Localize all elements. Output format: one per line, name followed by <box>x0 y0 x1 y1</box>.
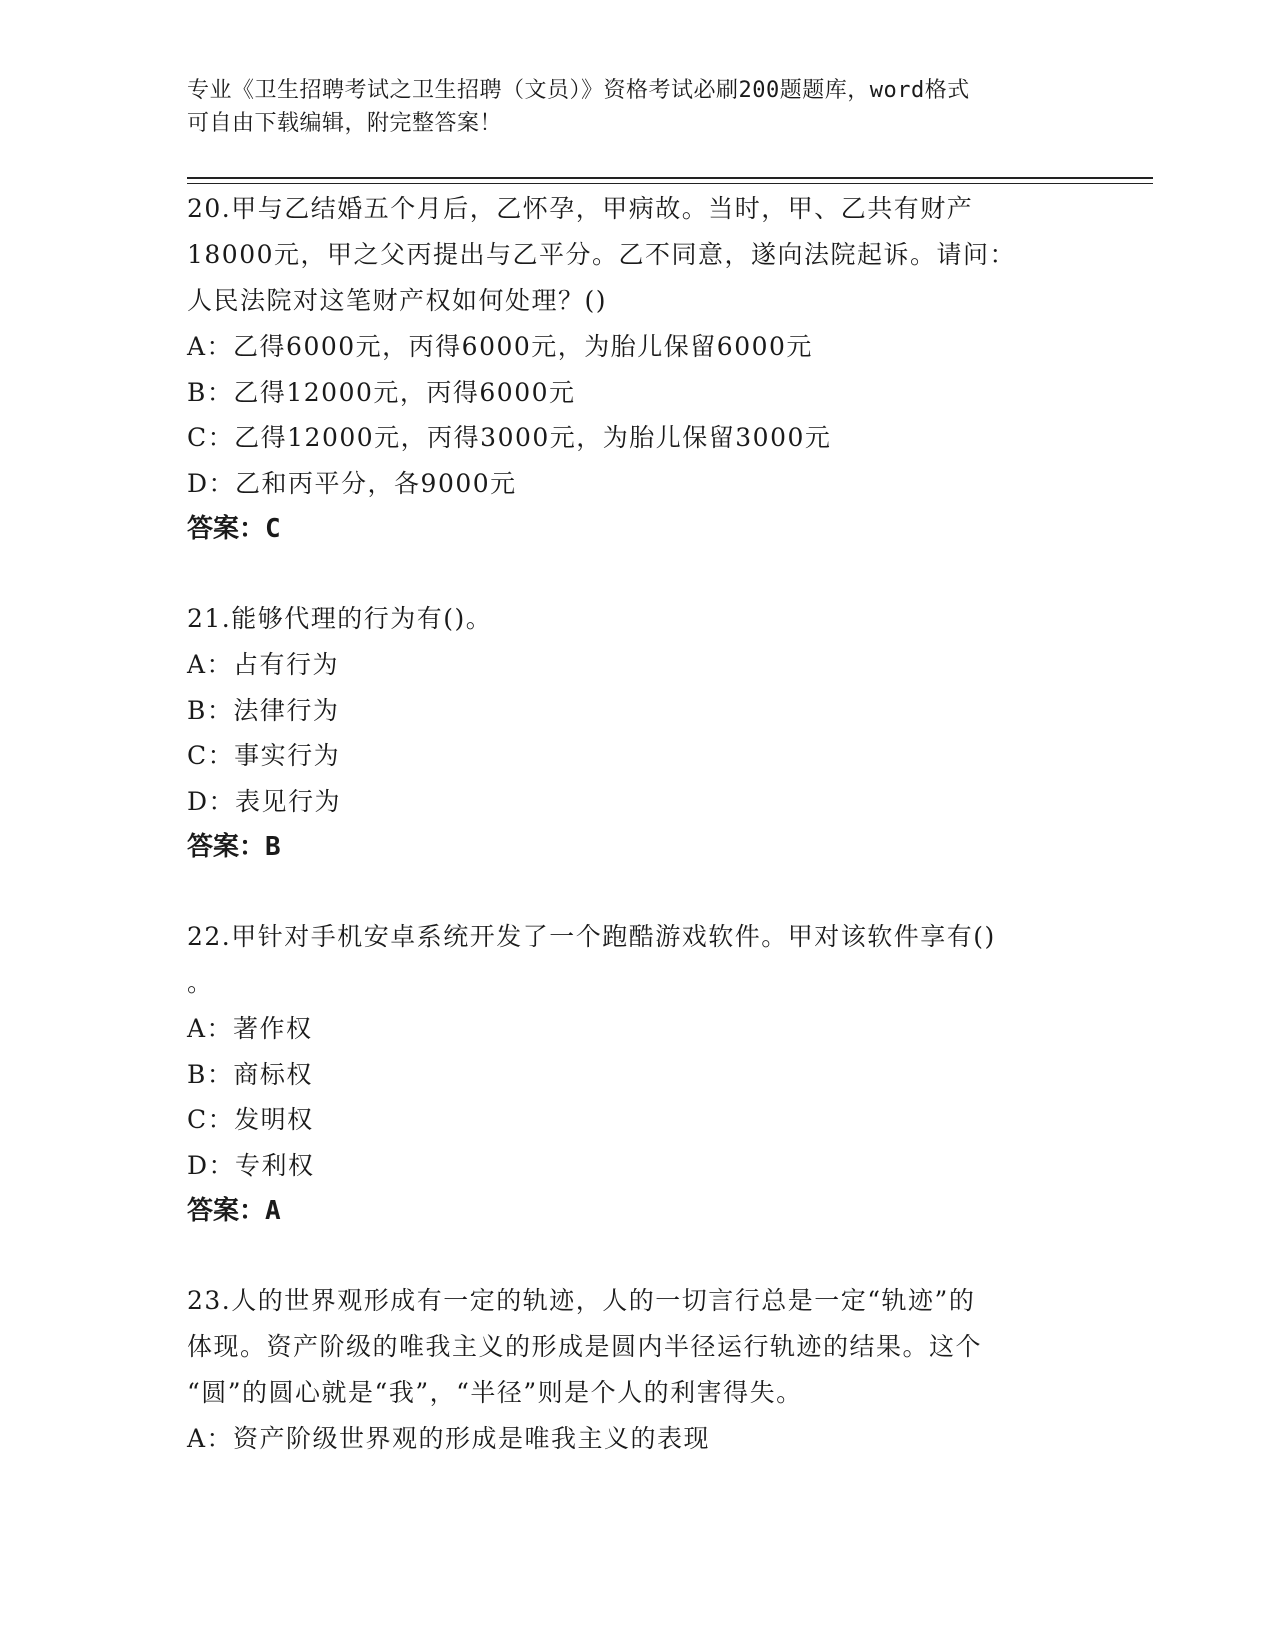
option-d: D：表见行为 <box>187 786 342 816</box>
option-d: D：乙和丙平分，各9000元 <box>187 468 517 498</box>
answer-label: 答案： <box>187 1196 266 1226</box>
question-stem-line: 18000元，甲之父丙提出与乙平分。乙不同意，遂向法院起诉。请问： <box>187 240 1017 269</box>
option-d: D：专利权 <box>187 1150 315 1180</box>
answer-value: A <box>265 1196 281 1226</box>
question-item <box>187 186 1067 552</box>
question-stem-line: 21.能够代理的行为有()。 <box>187 604 493 633</box>
option-b: B：法律行为 <box>187 695 340 725</box>
option-a: A：占有行为 <box>187 650 340 679</box>
header-line-2: 可自由下载编辑，附完整答案！ <box>187 111 503 136</box>
question-stem-line: 23.人的世界观形成有一定的轨迹，人的一切言行总是一定“轨迹”的 <box>187 1286 976 1315</box>
question-stem <box>187 914 1067 1006</box>
question-stem <box>187 596 1067 642</box>
question-item <box>187 914 1067 1234</box>
answer-label: 答案： <box>187 832 266 862</box>
question-stem-line: 。 <box>187 968 214 997</box>
option-b: B：商标权 <box>187 1059 313 1089</box>
header-line-1: 专业《卫生招聘考试之卫生招聘（文员）》资格考试必刷200题题库，word格式 <box>187 78 970 103</box>
question-stem-line: “圆”的圆心就是“我”，“半径”则是个人的利害得失。 <box>187 1378 803 1407</box>
question-stem-line: 22.甲针对手机安卓系统开发了一个跑酷游戏软件。甲对该软件享有() <box>187 922 996 951</box>
option-c: C：发明权 <box>187 1105 314 1134</box>
option-c: C：乙得12000元，丙得3000元，为胎儿保留3000元 <box>187 423 832 452</box>
option-c: C：事实行为 <box>187 741 341 770</box>
question-stem-line: 体现。资产阶级的唯我主义的形成是圆内半径运行轨迹的结果。这个 <box>187 1332 983 1361</box>
option-a: A：乙得6000元，丙得6000元，为胎儿保留6000元 <box>187 332 813 361</box>
answer-line <box>187 506 1067 552</box>
answer-value: B <box>265 832 281 862</box>
header-divider <box>187 177 1153 179</box>
question-stem-line: 人民法院对这笔财产权如何处理？() <box>187 286 608 315</box>
question-stem <box>187 186 1067 324</box>
question-item <box>187 596 1067 870</box>
option-a: A：资产阶级世界观的形成是唯我主义的表现 <box>187 1424 711 1453</box>
option-a: A：著作权 <box>187 1014 313 1043</box>
answer-line <box>187 1188 1067 1234</box>
answer-value: C <box>265 514 281 544</box>
header-divider-thin <box>187 183 1153 184</box>
document-header <box>187 74 1067 140</box>
option-b: B：乙得12000元，丙得6000元 <box>187 377 576 407</box>
question-item <box>187 1278 1067 1462</box>
answer-line <box>187 824 1067 870</box>
question-list <box>187 186 1067 1506</box>
question-stem-line: 20.甲与乙结婚五个月后，乙怀孕，甲病故。当时，甲、乙共有财产 <box>187 194 974 223</box>
answer-label: 答案： <box>187 514 266 544</box>
question-stem <box>187 1278 1067 1416</box>
